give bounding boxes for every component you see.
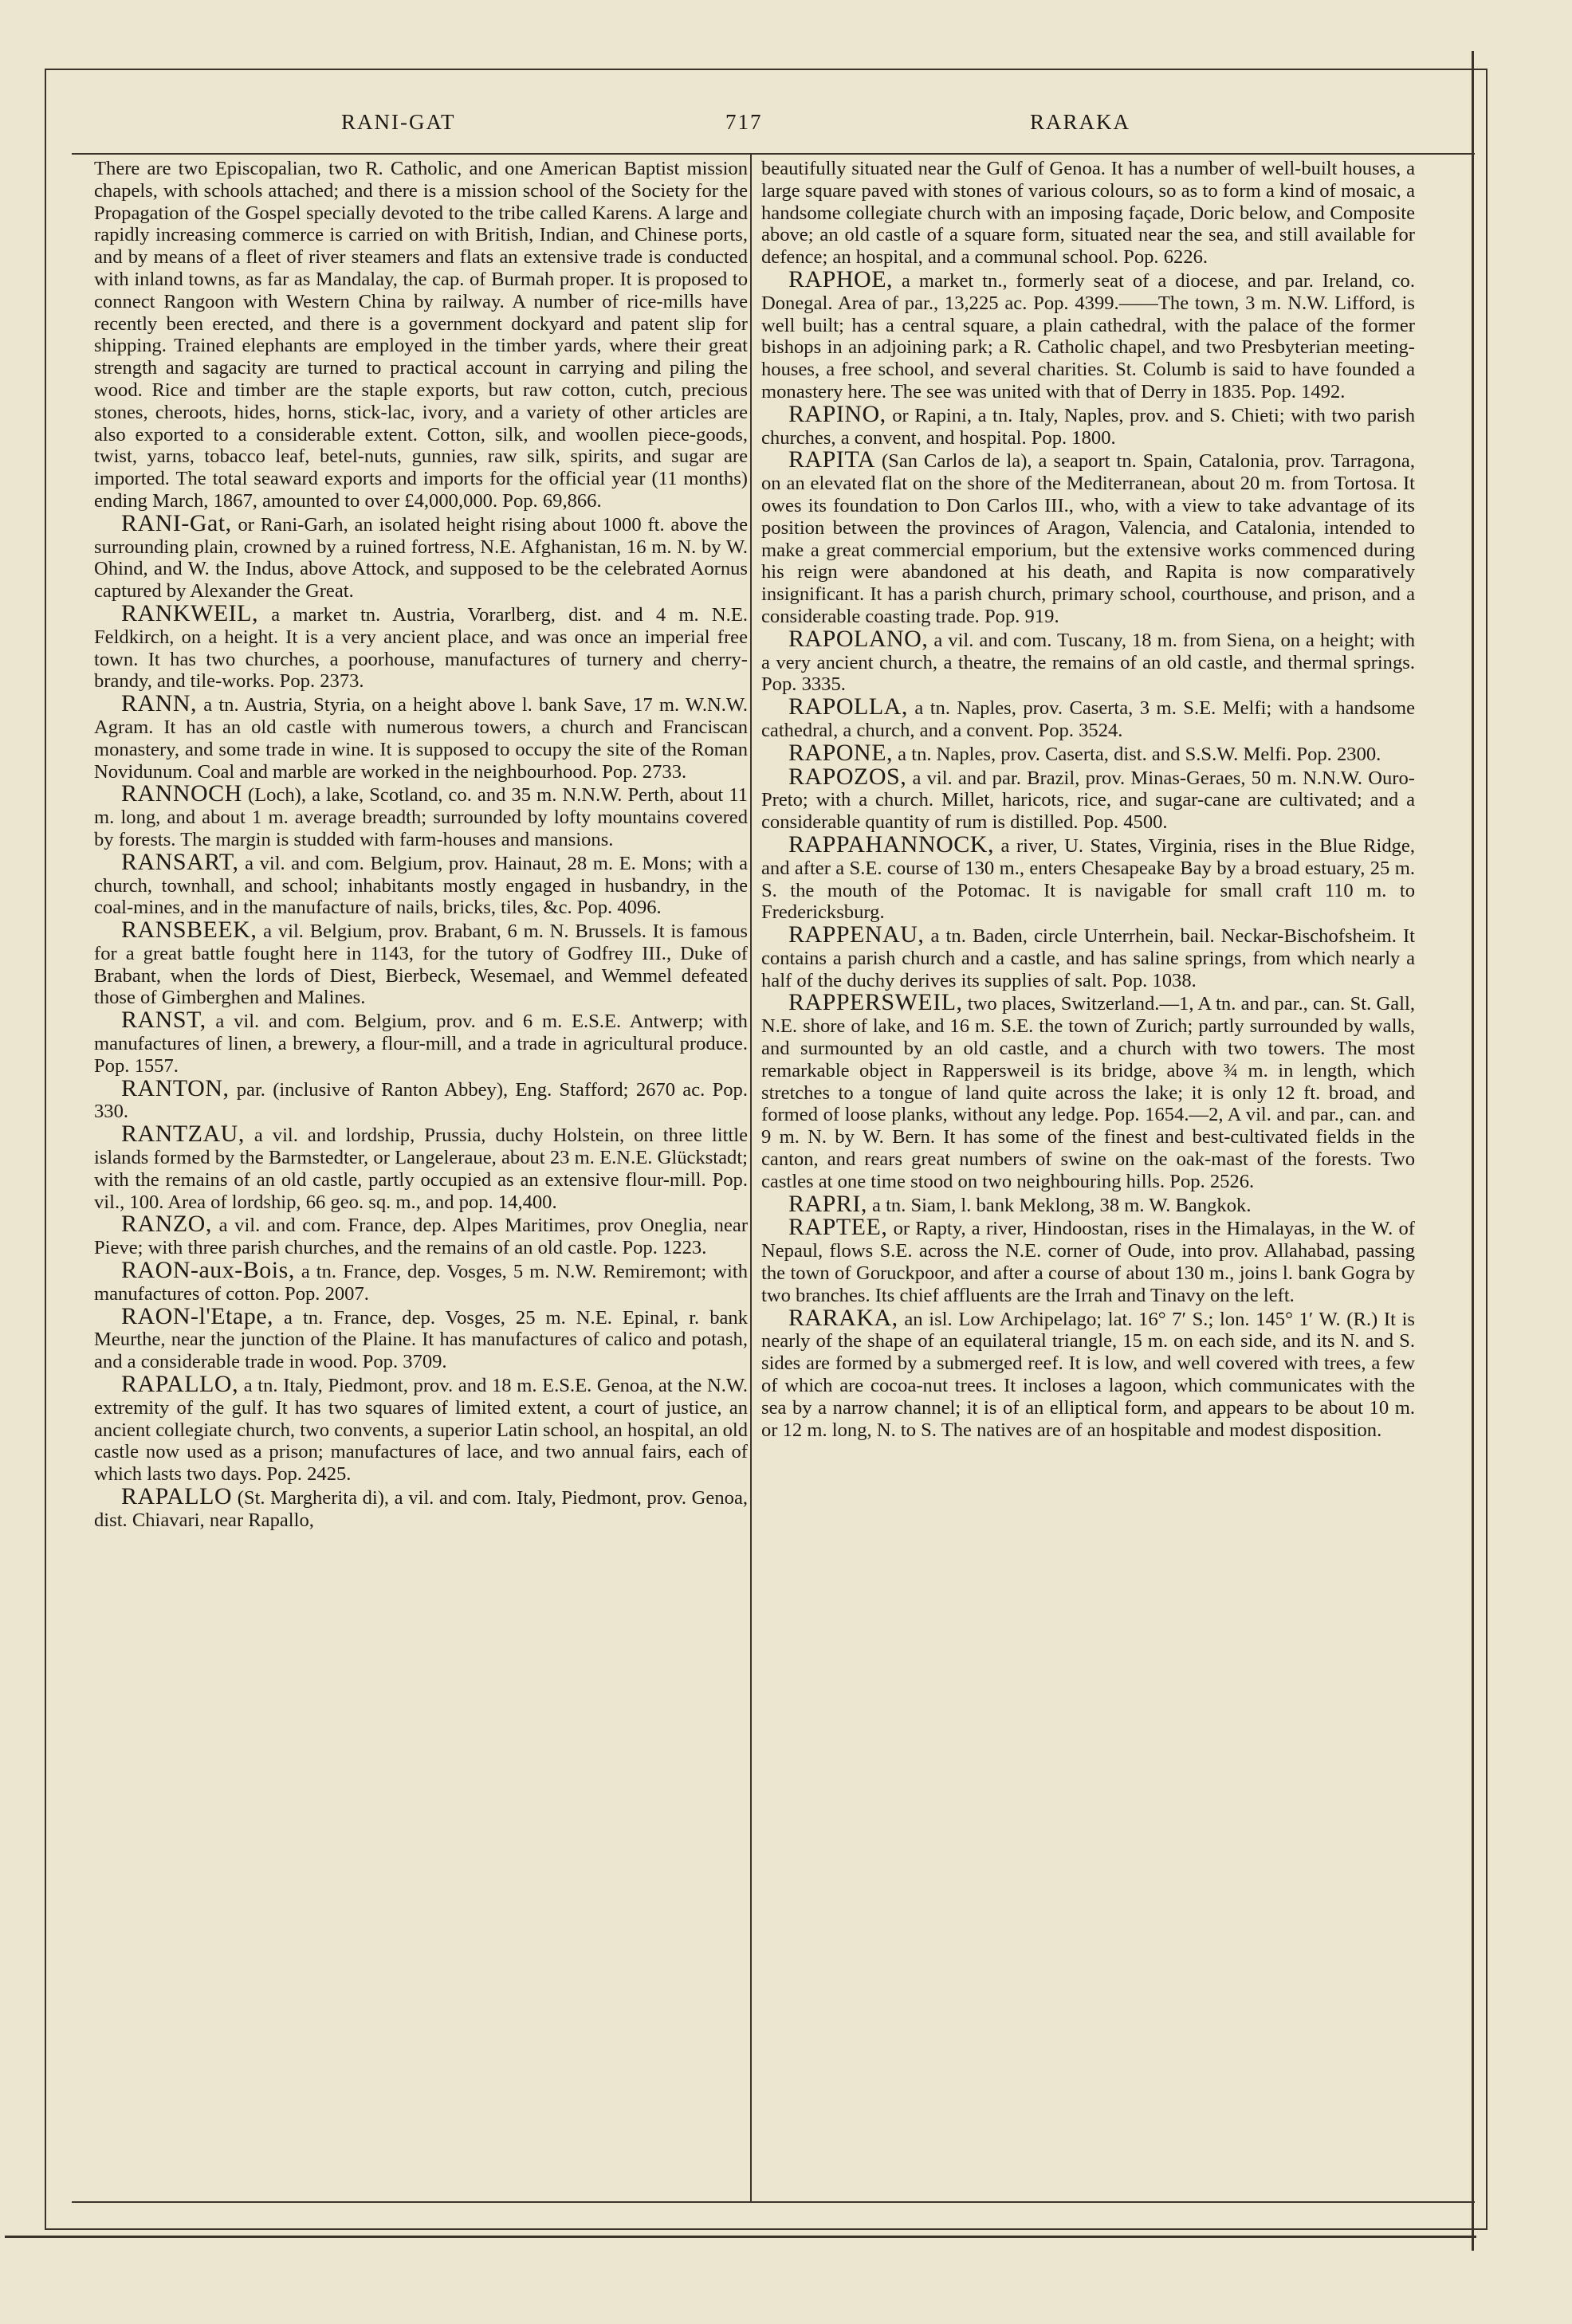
entry-headword: RANN, [121,690,198,717]
entry-text: or Rapty, a river, Hindoostan, rises in the Himalayas, in the W. of Nepaul, flows S.E. across the N.E. corner of Oude, into prov. Allahabad, passing the town of Goruckpoor, and after a course of about 130 m., joins l. bank Gogra by two branches. Its chief affluents are the Irrah and Tinavy on the left. [761,1218,1416,1306]
page-number: 717 [725,110,763,134]
gazetteer-entry [94,1213,748,1259]
gazetteer-entry [94,1259,748,1305]
entry-headword: RAPRI, [788,1190,867,1217]
gazetteer-entry [94,1009,748,1077]
gazetteer-entry [94,919,748,1009]
entry-headword: RAPALLO [121,1483,233,1510]
entry-headword: RANTON, [121,1074,230,1101]
gazetteer-entry [761,158,1415,269]
gazetteer-entry [761,921,1416,991]
entry-text: a tn. France, dep. Vosges, 25 m. N.E. Epinal, r. bank Meurthe, near the junction of the Plaine. It has manufactures of calico and potash, and a considerable trade in wood. Pop. 3709. [94,1306,748,1373]
entry-text: a tn. Naples, prov. Caserta, dist. and S.S.W. Melfi. Pop. 2300. [898,743,1381,765]
gazetteer-entry [94,509,749,603]
entry-text: par. (inclusive of Ranton Abbey), Eng. Stafford; 2670 ac. Pop. 330. [94,1078,748,1123]
gazetteer-entry [94,1302,748,1373]
gazetteer-entry [94,690,748,783]
entry-text: a vil. and com. France, dep. Alpes Maritimes, prov Oneglia, near Pieve; with three parish churches, and the remains of an old castle. Pop. 1223. [94,1215,749,1259]
gazetteer-entry [94,1074,748,1124]
entry-headword: RAPALLO, [121,1371,239,1398]
header-rule [72,153,1475,155]
entry-headword: RANSBEEK, [121,917,257,944]
entry-headword: RANZO, [121,1211,212,1238]
entry-text: a vil. and lordship, Prussia, duchy Holstein, on three little islands formed by the Barmstedter, or Langeleraue, about 23 m. E.N.E. Glückstadt; with the remains of an old castle, partly occupied as an extensive flour-mill. Pop. vil., 100. Area of lordship, 66 geo. sq. m., and pop. 14,400. [94,1125,748,1213]
entry-headword: RANNOCH [121,780,242,807]
entry-text: a tn. Austria, Styria, on a height above l. bank Save, 17 m. W.N.W. Agram. It has an old castle with numerous towers, a church and Franciscan monastery, and some trade in wine. It is supposed to occupy the site of the Roman Novidunum. Coal and marble are worked in the neighbourhood. Pop. 2733. [94,694,748,783]
entry-headword: RAON-aux-Bois, [121,1257,295,1284]
entry-text: or Rapini, a tn. Italy, Naples, prov. and S. Chieti; with two parish churches, a convent, and hospital. Pop. 1800. [761,404,1415,449]
footer-rule [72,2201,1475,2203]
entry-text: There are two Episcopalian, two R. Catholic, and one American Baptist mission chapels, with schools attached; and there is a mission school of the Society for the Propagation of the Gospel specially devoted to the tribe called Karens. A large and rapidly increasing commerce is carried on with British, Indian, and Chinese ports, and by means of a fleet of river steamers and flats an extensive trade is conducted with inland towns, as far as Mandalay, the cap. of Burmah proper. It is proposed to connect Rangoon with Western China by railway. A number of rice-mills have recently been erected, and there is a government dockyard and patent slip for shipping. Trained elephants are employed in the timber yards, where their great strength and sagacity are turned to practical account in carrying and piling the wood. Rice and timber are the staple exports, but raw cotton, cutch, precious stones, cheroots, hides, horns, stick-lac, ivory, and a variety of other articles are also exported to a considerable extent. Cotton, silk, and woollen piece-goods, twist, yarns, tobacco leaf, betel-nuts, gunnies, raw silk, spirits, and sugar are imported. The total seaward exports and imports for the official year (11 months) ending March, 1867, amounted to over £4,000,000. Pop. 69,866. [94,158,748,512]
entry-headword: RAON-l'Etape, [121,1302,274,1329]
gazetteer-entry [761,739,1415,766]
entry-headword: RAPHOE, [788,265,894,292]
gazetteer-entry [94,780,749,850]
running-header [120,110,1459,150]
gazetteer-entry [761,991,1415,1192]
gazetteer-entry [761,400,1415,449]
entry-text: a vil. and com. Belgium, prov. and 6 m. E.S.E. Antwerp; with manufactures of linen, a brewery, a flour-mill, and a trade in agricultural produce. Pop. 1557. [94,1011,748,1077]
gazetteer-entry [94,599,749,693]
entry-headword: RANKWEIL, [121,599,258,626]
entry-text: a vil. and com. Tuscany, 18 m. from Siena, on a height; with a very ancient church, a theatre, the remains of an old castle, and thermal springs. Pop. 3335. [761,629,1416,696]
gazetteer-entry [94,1373,748,1486]
entry-headword: RAPOZOS, [788,763,907,790]
entry-text: (Loch), a lake, Scotland, co. and 35 m. N.N.W. Perth, about 11 m. long, and about 1 m. average breadth; surrounded by lofty mountains covered by forests. The margin is studded with farm-houses and mansions. [94,784,749,850]
entry-headword: RAPITA [788,446,875,473]
entry-text: an isl. Low Archipelago; lat. 16° 7′ S.; lon. 145° 1′ W. (R.) It is nearly of the shape of an equilateral triangle, 15 m. on each side, and its N. and S. sides are formed by a submerged reef. It is low, and well covered with trees, a few of which are cocoa-nut trees. It incloses a lagoon, which communicates with the sea by a narrow channel; it is of an elliptical form, and appears to be about 10 m. or 12 m. long, N. to S. The natives are of an hospitable and modest disposition. [761,1308,1415,1441]
entry-headword: RARAKA, [788,1304,898,1331]
entry-headword: RAPOLANO, [788,625,929,652]
gazetteer-entry [761,265,1415,403]
entry-text: or Rani-Garh, an isolated height rising about 1000 ft. above the surrounding plain, crowned by a ruined fortress, N.E. Afghanistan, 16 m. N. by W. Ohind, and W. the Indus, above Attock, and supposed to be the celebrated Aornus captured by Alexander the Great. [94,513,749,603]
gazetteer-entry [94,1483,749,1532]
gazetteer-entry [94,158,748,512]
entry-headword: RAPPENAU, [788,921,925,948]
entry-headword: RANST, [121,1007,206,1034]
entry-headword: RAPONE, [788,739,894,766]
gazetteer-entry [761,1190,1415,1217]
entry-headword: RAPPAHANNOCK, [788,830,994,858]
entry-text: a tn. Siam, l. bank Meklong, 38 m. W. Bangkok. [872,1194,1252,1216]
entry-text: (San Carlos de la), a seaport tn. Spain, Catalonia, prov. Tarragona, on an elevated flat on the shore of the Mediterranean, about 20 m. from Tortosa. It owes its foundation to Don Carlos III., who, with a view to take advantage of its position between the provinces of Aragon, Valencia, and Catalonia, intended to make a great commercial emporium, but the extensive works commenced during his reign were abandoned at his death, and Rapita is now comparatively insignificant. It has a parish church, primary school, courthouse, and prison, and a considerable coasting trade. Pop. 919. [761,450,1415,627]
left-column [94,158,748,1532]
gazetteer-entry [761,1304,1415,1442]
entry-text: (St. Margherita di), a vil. and com. Italy, Piedmont, prov. Genoa, dist. Chiavari, near Rapallo, [94,1487,749,1531]
entry-text: a market tn. Austria, Vorarlberg, dist. and 4 m. N.E. Feldkirch, on a height. It is a very ancient place, and was once an imperial free town. It has two churches, a poorhouse, manufactures of turnery and cherry-brandy, and tile-works. Pop. 2373. [94,603,749,693]
entry-headword: RAPINO, [788,400,886,427]
entry-text: a vil. Belgium, prov. Brabant, 6 m. N. Brussels. It is famous for a great battle fought here in 1143, for the tutory of Godfrey III., Duke of Brabant, when the lords of Diest, Bierbeck, Wesemael, and Wemmel defeated those of Gimberghen and Malines. [94,921,748,1009]
entry-text: a tn. Naples, prov. Caserta, 3 m. S.E. Melfi; with a handsome cathedral, a church, and a convent. Pop. 3524. [761,697,1415,741]
header-right: RARAKA [1030,110,1131,134]
gazetteer-entry [94,848,748,919]
entry-headword: RAPTEE, [788,1214,888,1241]
gazetteer-entry [761,693,1415,742]
gazetteer-entry [94,1123,748,1213]
entry-headword: RAPOLLA, [788,693,908,720]
entry-text: two places, Switzerland.—1, A tn. and par., can. St. Gall, N.E. shore of lake, and 16 m. S.E. the town of Zurich; partly surrounded by walls, and surmounted by an old castle, and a church with two towers. The most remarkable object in Rappersweil is its bridge, above ¾ m. in length, which stretches to a tongue of land quite across the lake; it is only 12 ft. broad, and formed of loose planks, without any ledge. Pop. 1654.—2, A vil. and par., can. and 9 m. N. by W. Bern. It has some of the finest and best-cultivated fields in the canton, and rears great numbers of swine on the oak-mast of the forests. Two castles at one time stood on two neighbouring hills. Pop. 2526. [761,993,1415,1192]
entry-text: a vil. and com. Belgium, prov. Hainaut, 28 m. E. Mons; with a church, townhall, and school; inhabitants mostly engaged in husbandry, in the coal-mines, and in the manufacture of nails, bricks, tiles, &c. Pop. 4096. [94,852,748,919]
entry-text: a tn. France, dep. Vosges, 5 m. N.W. Remiremont; with manufactures of cotton. Pop. 2007. [94,1261,748,1305]
entry-text: beautifully situated near the Gulf of Genoa. It has a number of well-built houses, a large square paved with stones of various colours, so as to form a kind of mosaic, a handsome collegiate church with an imposing façade, Doric below, and Composite above; an old castle of a square form, situated near the sea, and still available for defence; an hospital, and a communal school. Pop. 6226. [761,158,1415,269]
gazetteer-entry [761,446,1415,627]
entry-headword: RANI-Gat, [121,509,232,536]
gazetteer-entry [761,1216,1415,1306]
gazetteer-entry [761,625,1416,696]
entry-text: a river, U. States, Virginia, rises in the Blue Ridge, and after a S.E. course of 130 m., enters Chesapeake Bay by a broad estuary, 25 m. S. the mouth of the Potomac. It is navigable for small craft 110 m. to Fredericksburg. [761,834,1415,924]
bottom-border [5,2236,1476,2238]
header-left: RANI-GAT [341,110,456,134]
right-border [1472,51,1484,2251]
entry-text: a tn. Italy, Piedmont, prov. and 18 m. E.S.E. Genoa, at the N.W. extremity of the gulf. It has two squares of limited extent, a court of justice, an ancient collegiate church, two convents, a superior Latin school, an hospital, an old castle now used as a prison; manufactures of lace, and two annual fairs, each of which lasts two days. Pop. 2425. [94,1375,748,1486]
right-column [761,158,1415,1441]
entry-headword: RANTZAU, [121,1121,245,1148]
entry-headword: RANSART, [121,848,239,875]
entry-text: a vil. and par. Brazil, prov. Minas-Geraes, 50 m. N.N.W. Ouro-Preto; with a church. Millet, haricots, rice, and sugar-cane are cultivated; and a considerable quantity of rum is distilled. Pop. 4500. [761,767,1415,834]
entry-text: a tn. Baden, circle Unterrhein, bail. Neckar-Bischofsheim. It contains a parish church and a castle, and has saline springs, from which nearly a half of the duchy derives its supplies of salt. Pop. 1038. [761,925,1416,991]
gazetteer-entry [761,830,1415,924]
entry-text: a market tn., formerly seat of a diocese, and par. Ireland, co. Donegal. Area of par., 13,225 ac. Pop. 4399.——The town, 3 m. N.W. Lifford, is well built; has a central square, a plain cathedral, with the palace of the former bishops in an adjoining park; a R. Catholic chapel, and two Presbyterian meeting-houses, a free school, and several charities. St. Columb is said to have founded a monastery here. The see was united with that of Derry in 1835. Pop. 1492. [761,269,1415,402]
column-divider [750,155,752,2203]
gazetteer-entry [761,763,1415,834]
entry-headword: RAPPERSWEIL, [788,989,963,1016]
